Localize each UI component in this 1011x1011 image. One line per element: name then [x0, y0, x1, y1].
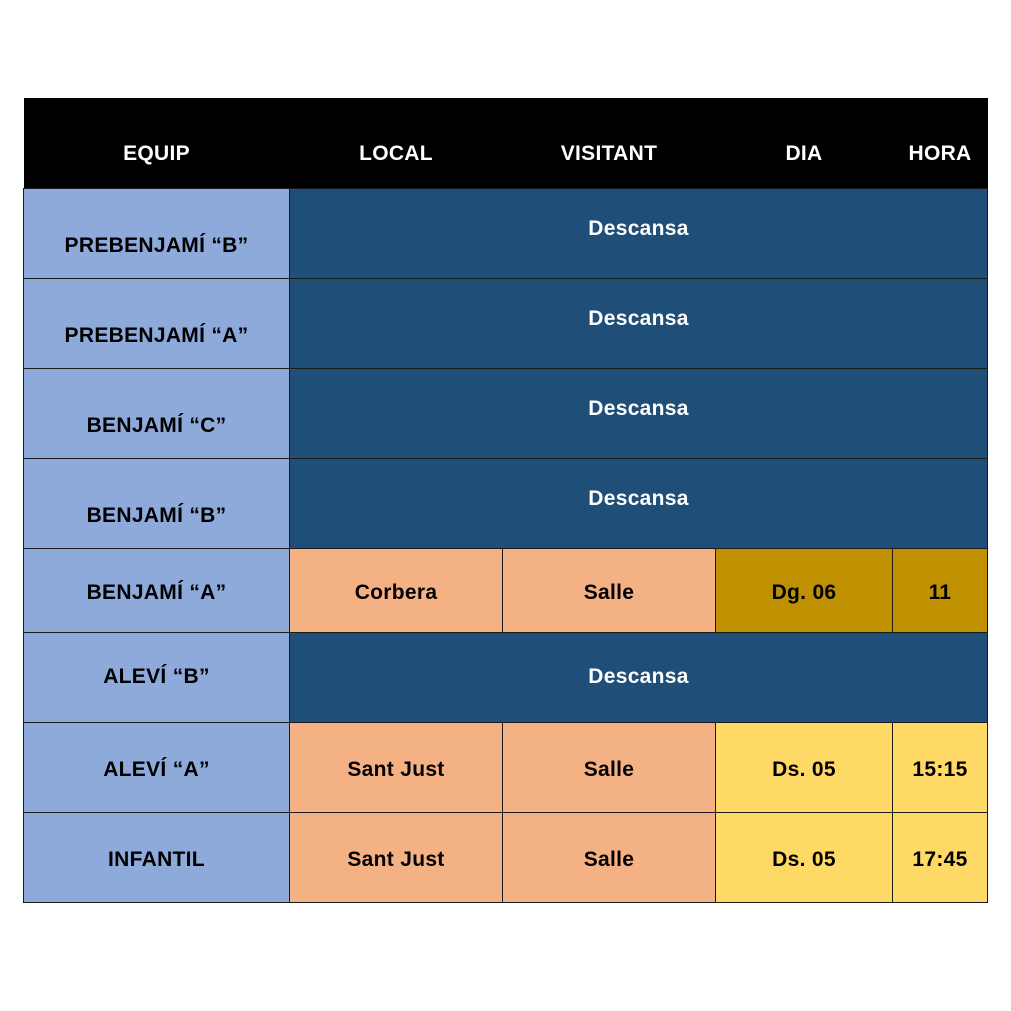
header-visitant: VISITANT — [503, 98, 716, 188]
match-time: 17:45 — [893, 812, 988, 902]
match-day: Ds. 05 — [716, 812, 893, 902]
rest-status: Descansa — [290, 632, 988, 722]
table-row — [24, 278, 988, 368]
visitor-team: Salle — [503, 812, 716, 902]
team-name: PREBENJAMÍ “A” — [24, 278, 290, 368]
match-time: 15:15 — [893, 722, 988, 812]
table-row — [24, 812, 988, 902]
table-row — [24, 722, 988, 812]
table-row — [24, 368, 988, 458]
team-name: BENJAMÍ “A” — [24, 548, 290, 632]
rest-status: Descansa — [290, 458, 988, 548]
team-name: ALEVÍ “A” — [24, 722, 290, 812]
table-row — [24, 188, 988, 278]
rest-status: Descansa — [290, 368, 988, 458]
match-day: Ds. 05 — [716, 722, 893, 812]
header-hora: HORA — [893, 98, 988, 188]
local-team: Corbera — [290, 548, 503, 632]
visitor-team: Salle — [503, 722, 716, 812]
rest-status: Descansa — [290, 278, 988, 368]
team-name: BENJAMÍ “C” — [24, 368, 290, 458]
team-name: INFANTIL — [24, 812, 290, 902]
header-equip: EQUIP — [24, 98, 290, 188]
team-name: BENJAMÍ “B” — [24, 458, 290, 548]
table-row — [24, 632, 988, 722]
rest-status: Descansa — [290, 188, 988, 278]
table-row — [24, 458, 988, 548]
team-name: ALEVÍ “B” — [24, 632, 290, 722]
match-time: 11 — [893, 548, 988, 632]
match-schedule-table — [23, 98, 988, 903]
visitor-team: Salle — [503, 548, 716, 632]
header-row — [24, 98, 988, 188]
team-name: PREBENJAMÍ “B” — [24, 188, 290, 278]
match-day: Dg. 06 — [716, 548, 893, 632]
table-row — [24, 548, 988, 632]
header-local: LOCAL — [290, 98, 503, 188]
local-team: Sant Just — [290, 812, 503, 902]
header-dia: DIA — [716, 98, 893, 188]
local-team: Sant Just — [290, 722, 503, 812]
